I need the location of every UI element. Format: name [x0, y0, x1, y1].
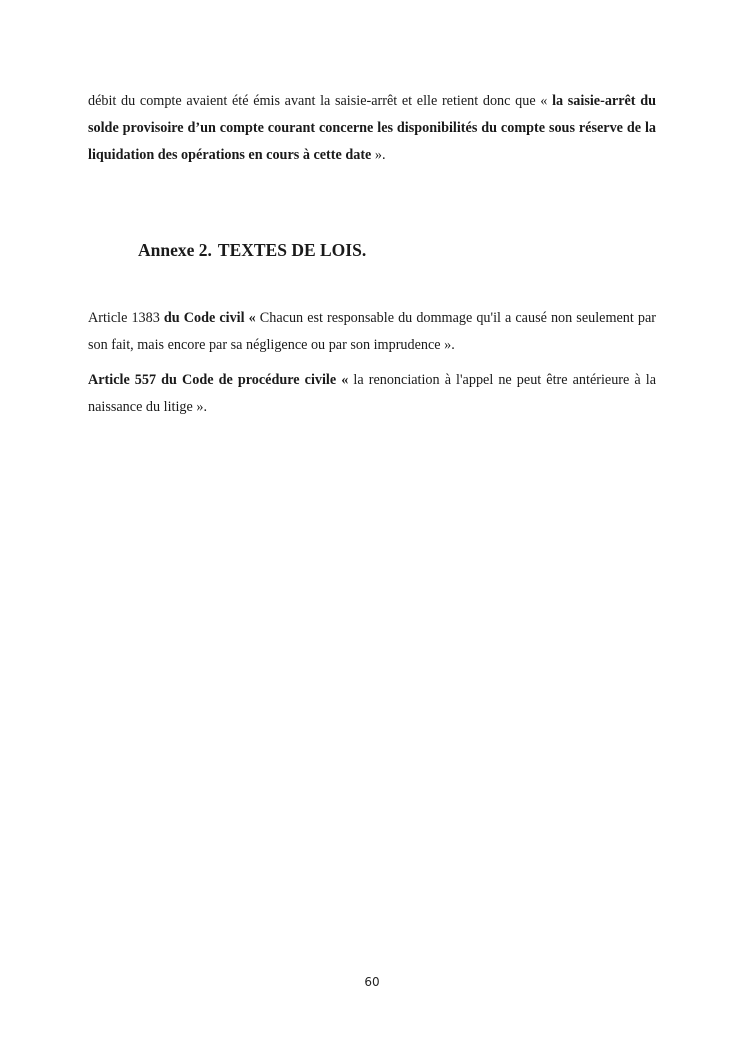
- annex-heading: [138, 240, 366, 261]
- article-557-text: la renonciation à l'appel ne peut être antérieure à la naissance du litige ».: [88, 372, 656, 415]
- article-1383-text: Chacun est responsable du dommage qu'il a causé non seulement par son fait, mais encore par sa négligence ou par son imprudence ».: [88, 310, 657, 353]
- paragraph-text-before: débit du compte avaient été émis avant la saisie-arrêt et elle retient donc que «: [88, 93, 553, 109]
- page-number: 60: [364, 975, 380, 989]
- article-557-paragraph: [88, 367, 656, 421]
- paragraph-continuation: [88, 88, 656, 169]
- paragraph-text-after: ».: [371, 147, 386, 163]
- annex-label: Annexe 2.: [138, 240, 212, 260]
- annex-title: TEXTES DE LOIS.: [217, 240, 367, 260]
- article-1383-code-name: du Code civil «: [163, 310, 256, 326]
- bold-quotation: la saisie-arrêt du solde provisoire d’un compte courant concerne les disponibilités du compte sous réserve de la liquidation des opérations en cours à cette date: [88, 93, 656, 163]
- article-1383-reference: Article 1383: [88, 310, 164, 326]
- article-1383-paragraph: [88, 305, 656, 359]
- article-557-reference: Article 557 du Code de procédure civile «: [88, 372, 349, 388]
